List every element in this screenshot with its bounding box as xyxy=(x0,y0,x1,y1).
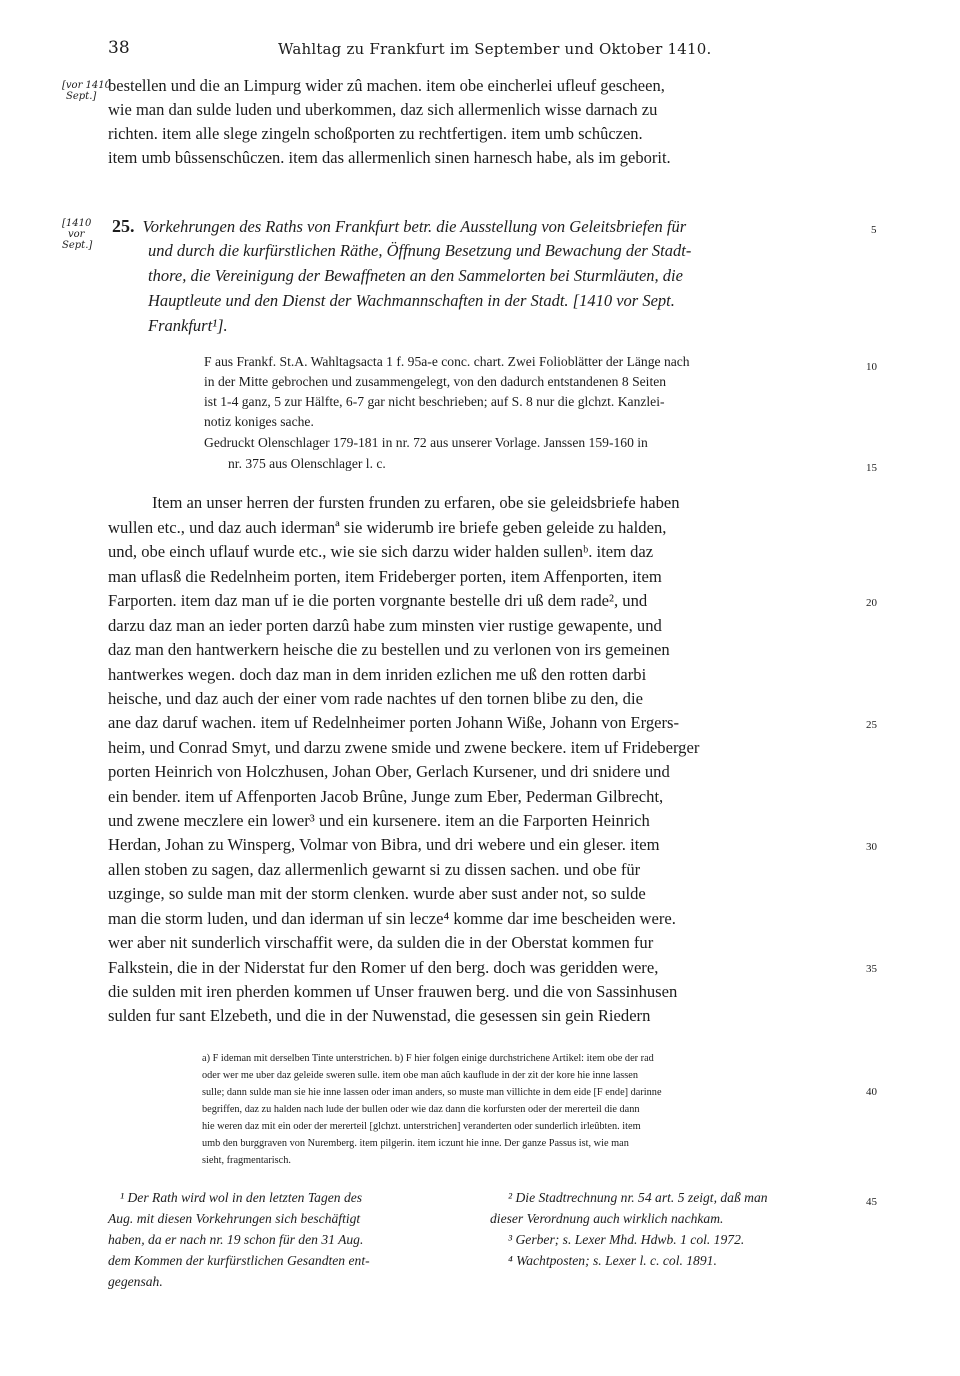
intro-line: item umb bûssenschûczen. item das allermenlich sinen harnesch habe, als im geborit. xyxy=(108,148,671,167)
text-line: darzu daz man an ieder porten darzû habe zum minsten vier rustige gewapente, und xyxy=(108,616,662,635)
text-line: allen stoben zu sagen, daz allermenlich gewarnt si zu dissen sachen. und obe für xyxy=(108,860,641,879)
intro-line: bestellen und die an Limpurg wider zû machen. item obe eincherlei ufleuf gescheen, xyxy=(108,76,665,95)
text-line: heim, und Conrad Smyt, und darzu zwene smide und zwene beckere. item uf Frideberger xyxy=(108,738,700,757)
text-line: Farporten. item daz man uf ie die porten vorgnante bestelle dri uß dem rade², und xyxy=(108,591,648,610)
line-number: 25 xyxy=(866,719,877,731)
intro-line: richten. item alle slege zingeln schoßporten zu rechtfertigen. item umb schûczen. xyxy=(108,124,643,143)
margin-date-line: Sept.] xyxy=(62,240,93,251)
footnote-line: gegensah. xyxy=(108,1274,163,1289)
variant-line: sieht, fragmentarisch. xyxy=(202,1155,291,1166)
text-line: daz man den hantwerkern heische die zu bestellen und zu verlonen von irs gemeinen xyxy=(108,640,670,659)
source-note-line: ist 1-4 ganz, 5 zur Hälfte, 6-7 gar nicht beschrieben; auf S. 8 nur die glchzt. Kanzlei- xyxy=(204,394,665,409)
text-line: uzginge, so sulde man mit der storm clenken. wurde aber sust ander not, so sulde xyxy=(108,884,646,903)
text-line: Item an unser herren der fursten frunden zu erfaren, obe sie geleidsbriefe haben xyxy=(152,493,680,512)
variant-line: sulle; dann sulde man sie hie inne lassen oder iman anders, so muste man villichte in dem eide [F ende] darinne xyxy=(202,1087,662,1098)
line-number: 15 xyxy=(866,462,877,474)
variant-line: a) F ideman mit derselben Tinte unterstrichen. b) F hier folgen einige durchstrichene Artikel: item obe der rad xyxy=(202,1053,654,1064)
text-line: ein bender. item uf Affenporten Jacob Brûne, Junge zum Eber, Pederman Gilbrecht, xyxy=(108,787,664,806)
variant-line: hie weren daz mit ein oder der mererteil [glchzt. unterstrichen] veranderten oder sunderlich irleûbten. item xyxy=(202,1121,641,1132)
section-heading-line: Hauptleute und den Dienst der Wachmannschaften in der Stadt. [1410 vor Sept. xyxy=(148,291,675,310)
source-note-line: nr. 375 aus Olenschlager l. c. xyxy=(228,456,386,471)
text-line: und zwene meczlere ein lower³ und ein kursenere. item an die Farporten Heinrich xyxy=(108,811,650,830)
line-number: 35 xyxy=(866,963,877,975)
text-line: wer aber nit sunderlich virschaffit were, da sulden die in der Oberstat kommen fur xyxy=(108,933,654,952)
source-note-line: F aus Frankf. St.A. Wahltagsacta 1 f. 95a-e conc. chart. Zwei Folioblätter der Länge nach xyxy=(204,354,690,369)
section-number: 25. xyxy=(112,216,135,236)
text-line: und, obe einch uflauf wurde etc., wie sie sich darzu wider halden sullenᵇ. item daz xyxy=(108,542,654,561)
footnote-line: Aug. mit diesen Vorkehrungen sich beschäftigt xyxy=(108,1211,361,1226)
footnote-line: ¹ Der Rath wird wol in den letzten Tagen des xyxy=(120,1190,363,1205)
variant-line: umb den burggraven von Nuremberg. item pilgerin. item iczunt hie inne. Der ganze Passus ist, wie man xyxy=(202,1138,629,1149)
running-title: Wahltag zu Frankfurt im September und Oktober 1410. xyxy=(278,40,712,58)
footnote-line: ⁴ Wachtposten; s. Lexer l. c. col. 1891. xyxy=(508,1253,717,1268)
source-note-line: in der Mitte gebrochen und zusammengelegt, von den dadurch entstandenen 8 Seiten xyxy=(204,374,667,389)
text-line: hantwerkes wegen. doch daz man in dem inriden ezlichen me uß den rotten darbi xyxy=(108,665,647,684)
section-heading-line: und durch die kurfürstlichen Räthe, Öffnung Besetzung und Bewachung der Stadt- xyxy=(148,241,692,260)
margin-date-line: Sept.] xyxy=(66,91,97,102)
section-heading-line: Frankfurt¹]. xyxy=(148,316,228,335)
margin-date-section xyxy=(62,218,92,251)
page-number: 38 xyxy=(108,38,130,58)
margin-date-top xyxy=(62,80,111,102)
footnote-line: dieser Verordnung auch wirklich nachkam. xyxy=(490,1211,724,1226)
text-line: Herdan, Johan zu Winsperg, Volmar von Bibra, und dri webere und ein gleser. item xyxy=(108,835,660,854)
source-note-line: notiz koniges sache. xyxy=(204,414,314,429)
line-number: 5 xyxy=(871,224,877,236)
intro-line: wie man dan sulde luden und uberkommen, daz sich allermenlich wisse darnach zu xyxy=(108,100,658,119)
text-line: heische, und daz auch der einer vom rade nachtes uf den tornen blibe zu den, die xyxy=(108,689,643,708)
line-number: 40 xyxy=(866,1086,877,1098)
line-number: 10 xyxy=(866,361,877,373)
line-number: 20 xyxy=(866,597,877,609)
text-line: Falkstein, die in der Niderstat fur den Romer uf den berg. doch was geridden were, xyxy=(108,958,659,977)
section-heading-line xyxy=(112,216,686,237)
margin-date-line: [vor 1410 xyxy=(62,80,111,91)
variant-line: begriffen, daz zu halden nach lude der bullen oder wie daz dann die korfursten oder der mererteil die dann xyxy=(202,1104,640,1115)
footnote-line: dem Kommen der kurfürstlichen Gesandten ent- xyxy=(108,1253,370,1268)
section-heading-text: Vorkehrungen des Raths von Frankfurt betr. die Ausstellung von Geleitsbriefen für xyxy=(142,217,687,236)
text-line: die sulden mit iren pherden kommen uf Unser frauwen berg. und die von Sassinhusen xyxy=(108,982,678,1001)
text-line: ane daz daruf wachen. item uf Redelnheimer porten Johann Wiße, Johann von Ergers- xyxy=(108,713,680,732)
margin-date-line: vor xyxy=(68,229,85,240)
footnote-line: ² Die Stadtrechnung nr. 54 art. 5 zeigt, daß man xyxy=(508,1190,768,1205)
line-number: 45 xyxy=(866,1196,877,1208)
margin-date-line: [1410 xyxy=(62,218,92,229)
text-line: wullen etc., und daz auch idermanª sie widerumb ire briefe geben geleide zu halden, xyxy=(108,518,667,537)
text-line: man uflasß die Redelnheim porten, item Frideberger porten, item Affenporten, item xyxy=(108,567,662,586)
footnote-line: ³ Gerber; s. Lexer Mhd. Hdwb. 1 col. 1972. xyxy=(508,1232,745,1247)
source-note-line: Gedruckt Olenschlager 179-181 in nr. 72 aus unserer Vorlage. Janssen 159-160 in xyxy=(204,435,648,450)
line-number: 30 xyxy=(866,841,877,853)
footnote-line: haben, da er nach nr. 19 schon für den 31 Aug. xyxy=(108,1232,364,1247)
text-line: porten Heinrich von Holczhusen, Johan Ober, Gerlach Kursener, und dri snidere und xyxy=(108,762,670,781)
text-line: man die storm luden, und dan iderman uf sin lecze⁴ komme dar ime bescheiden were. xyxy=(108,909,676,928)
variant-line: oder wer me uber daz geleide sweren sulle. item obe man aûch kauflude in der zit der kore hie inne lassen xyxy=(202,1070,639,1081)
section-heading-line: thore, die Vereinigung der Bewaffneten an den Sammelorten bei Sturmläuten, die xyxy=(148,266,683,285)
text-line: sulden fur sant Elzebeth, und die in der Nuwenstad, die gesessen sin gein Riedern xyxy=(108,1006,651,1025)
